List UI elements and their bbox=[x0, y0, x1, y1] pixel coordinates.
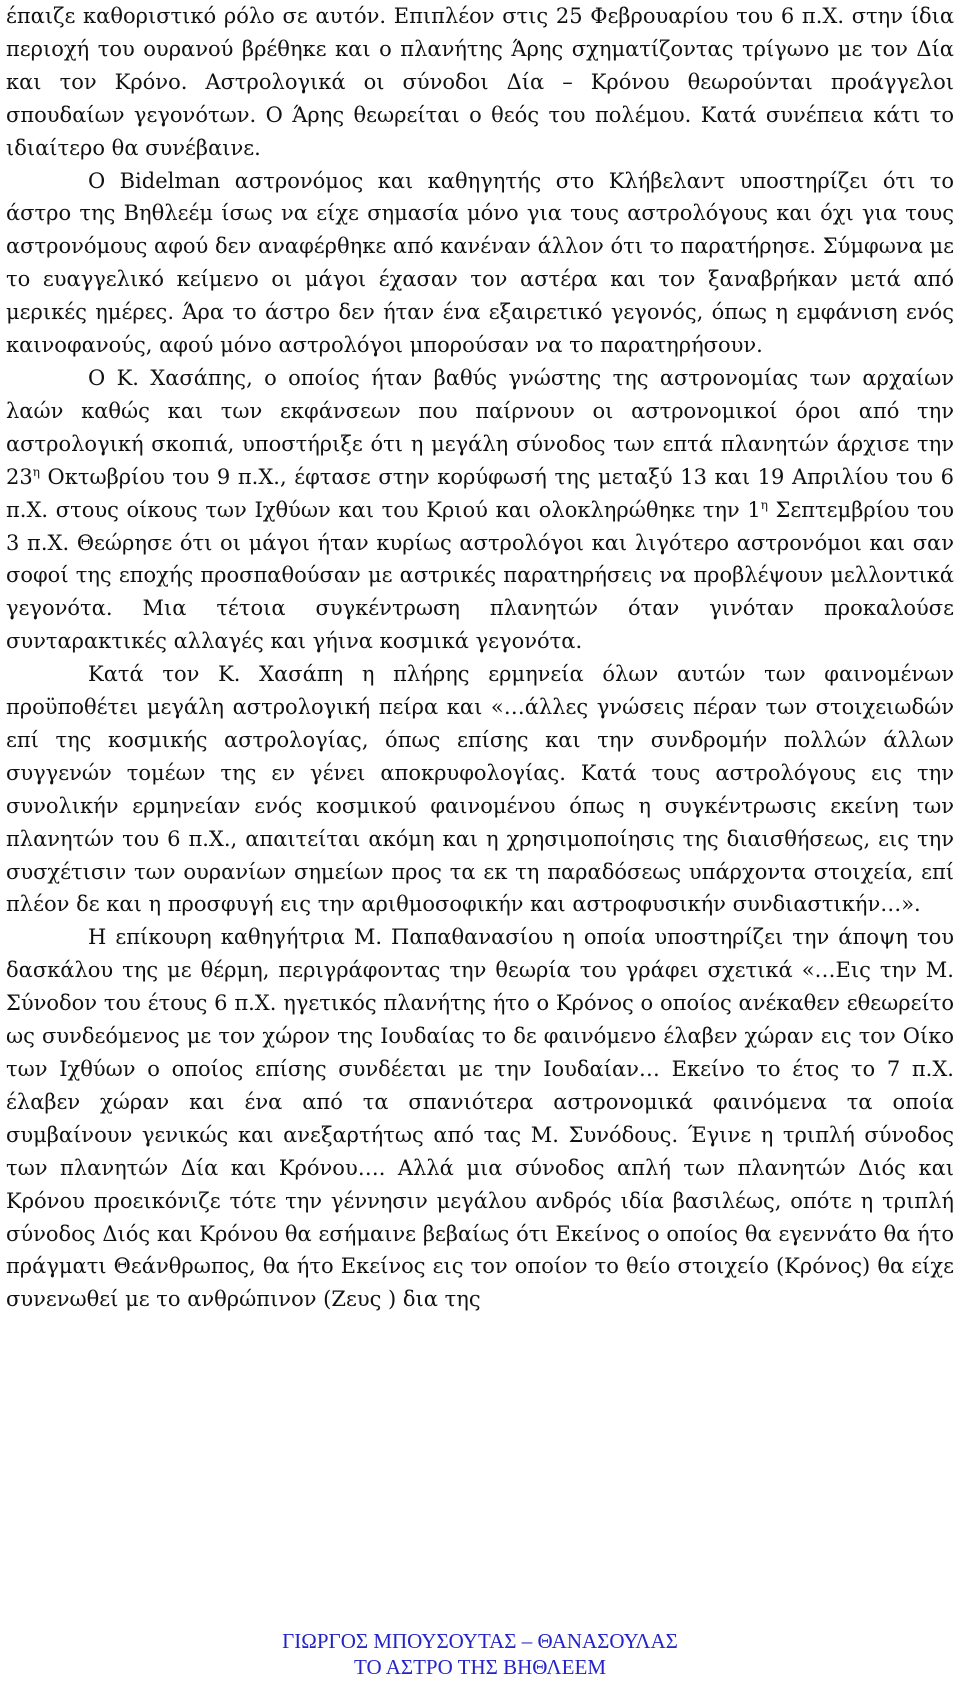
paragraph-p3 bbox=[6, 362, 954, 658]
footer-title: ΤΟ ΑΣΤΡΟ ΤΗΣ ΒΗΘΛΕΕΜ bbox=[354, 1655, 606, 1679]
text-run: Κατά τον Κ. Χασάπη η πλήρης ερμηνεία όλων αυτών των φαινομένων προϋποθέτει μεγάλη αστρολογική πείρα και «…άλλες γνώσεις πέραν των στοιχειωδών επί της κοσμικής αστρολογίας, όπως επίσης και την συνδρομήν πολλών άλλων συγγενών τομέων της εν γένει αποκρυφολογίας. Κατά τους αστρολόγους εις την συνολικήν ερμηνείαν ενός κοσμικού φαινομένου όπως η συγκέντρωσις εκείνη των πλανητών του 6 π.Χ., απαιτείται ακόμη και η χρησιμοποίησις της διαισθήσεως, εις την συσχέτισιν των ουρανίων σημείων προς τα εκ τη παραδόσεως υπάρχοντα στοιχεία, επί πλέον δε και η προσφυγή εις την αριθμοσοφικήν και αστροφυσικήν συνδιαστικήν…». bbox=[6, 662, 954, 917]
document-body bbox=[6, 0, 954, 1316]
paragraph-p2 bbox=[6, 165, 954, 362]
paragraph-p4 bbox=[6, 658, 954, 921]
text-run: Ο Bidelman αστρονόμος και καθηγητής στο Κλήβελαντ υποστηρίζει ότι το άστρο της Βηθλεέμ ίσως να είχε σημασία μόνο για τους αστρολόγους και όχι για τους αστρονόμους αφού δεν αναφέρθηκε από κανέναν άλλον ότι το παρατήρησε. Σύμφωνα με το ευαγγελικό κείμενο οι μάγοι έχασαν τον αστέρα και τον ξαναβρήκαν μετά από μερικές ημέρες. Άρα το άστρο δεν ήταν ένα εξαιρετικό γεγονός, όπως η εμφάνιση ενός καινοφανούς, αφού μόνο αστρολόγοι μπορούσαν να το παρατηρήσουν. bbox=[6, 168, 954, 358]
text-run: έπαιζε καθοριστικό ρόλο σε αυτόν. Επιπλέον στις 25 Φεβρουαρίου του 6 π.Χ. στην ίδια περιοχή του ουρανού βρέθηκε και ο πλανήτης Άρης σχηματίζοντας τρίγωνο με τον Δία και τον Κρόνο. Αστρολογικά οι σύνοδοι Δία – Κρόνου θεωρούνται προάγγελοι σπουδαίων γεγονότων. Ο Άρης θεωρείται ο θεός του πολέμου. Κατά συνέπεια κάτι το ιδιαίτερο θα συνέβαινε. bbox=[6, 4, 954, 160]
page-footer bbox=[0, 1628, 960, 1680]
text-run: Ο Κ. Χασάπης, ο οποίος ήταν βαθύς γνώστης της αστρονομίας των αρχαίων λαών καθώς και των εκφάνσεων που παίρνουν οι αστρονομικοί όροι από την αστρολογική σκοπιά, υποστήριξε ότι η μεγάλη σύνοδος των επτά πλανητών άρχισε την 23 bbox=[6, 365, 954, 489]
text-run: Οκτωβρίου του 9 π.Χ., έφτασε στην κορύφωσή της μεταξύ 13 και 19 Απριλίου του 6 π.Χ. στους οίκους των Ιχθύων και του Κριού και ολοκληρώθηκε την 1 bbox=[6, 464, 954, 522]
ordinal-superscript: η bbox=[32, 464, 40, 479]
footer-authors: ΓΙΩΡΓΟΣ ΜΠΟΥΣΟΥΤΑΣ – ΘΑΝΑΣΟΥΛΑΣ bbox=[282, 1629, 678, 1653]
ordinal-superscript: η bbox=[760, 497, 768, 512]
paragraph-p1 bbox=[6, 0, 954, 165]
text-run: Σεπτεμβρίου του 3 π.Χ. Θεώρησε ότι οι μάγοι ήταν κυρίως αστρολόγοι και λιγότερο αστρονόμοι και σαν σοφοί της εποχής προσπαθούσαν με αστρικές παρατηρήσεις να προβλέψουν μελλοντικά γεγονότα. Μια τέτοια συγκέντρωση πλανητών όταν γινόταν προκαλούσε συνταρακτικές αλλαγές και γήινα κοσμικά γεγονότα. bbox=[6, 497, 954, 654]
text-run: Η επίκουρη καθηγήτρια Μ. Παπαθανασίου η οποία υποστηρίζει την άποψη του δασκάλου της με θέρμη, περιγράφοντας την θεωρία του γράφει σχετικά «…Εις την Μ. Σύνοδον του έτους 6 π.Χ. ηγετικός πλανήτης ήτο ο Κρόνος ο οποίος ανέκαθεν εθεωρείτο ως συνδεόμενος με τον χώρον της Ιουδαίας το δε φαινόμενο έλαβεν χώραν εις τον Οίκο των Ιχθύων ο οποίος επίσης συνδέεται με την Ιουδαίαν… Εκείνο το έτος το 7 π.Χ. έλαβεν χώραν και ένα από τα σπανιότερα αστρονομικά φαινόμενα τα οποία συμβαίνουν γενικώς και ανεξαρτήτως από τας Μ. Συνόδους. Έγινε η τριπλή σύνοδος των πλανητών Δία και Κρόνου…. Αλλά μια σύνοδος απλή των πλανητών Διός και Κρόνου προεικόνιζε τότε την γέννησιν μεγάλου ανδρός ιδία βασιλέως, οπότε η τριπλή σύνοδος Διός και Κρόνου θα εσήμαινε βεβαίως ότι Εκείνος ο οποίος θα εγεννάτο θα ήτο πράγματι Θεάνθρωπος, θα ήτο Εκείνος εις τον οποίον το θείο στοιχείο (Κρόνος) θα είχε συνενωθεί με το ανθρώπινον (Ζευς ) δια της bbox=[6, 925, 954, 1312]
paragraph-p5 bbox=[6, 921, 954, 1316]
